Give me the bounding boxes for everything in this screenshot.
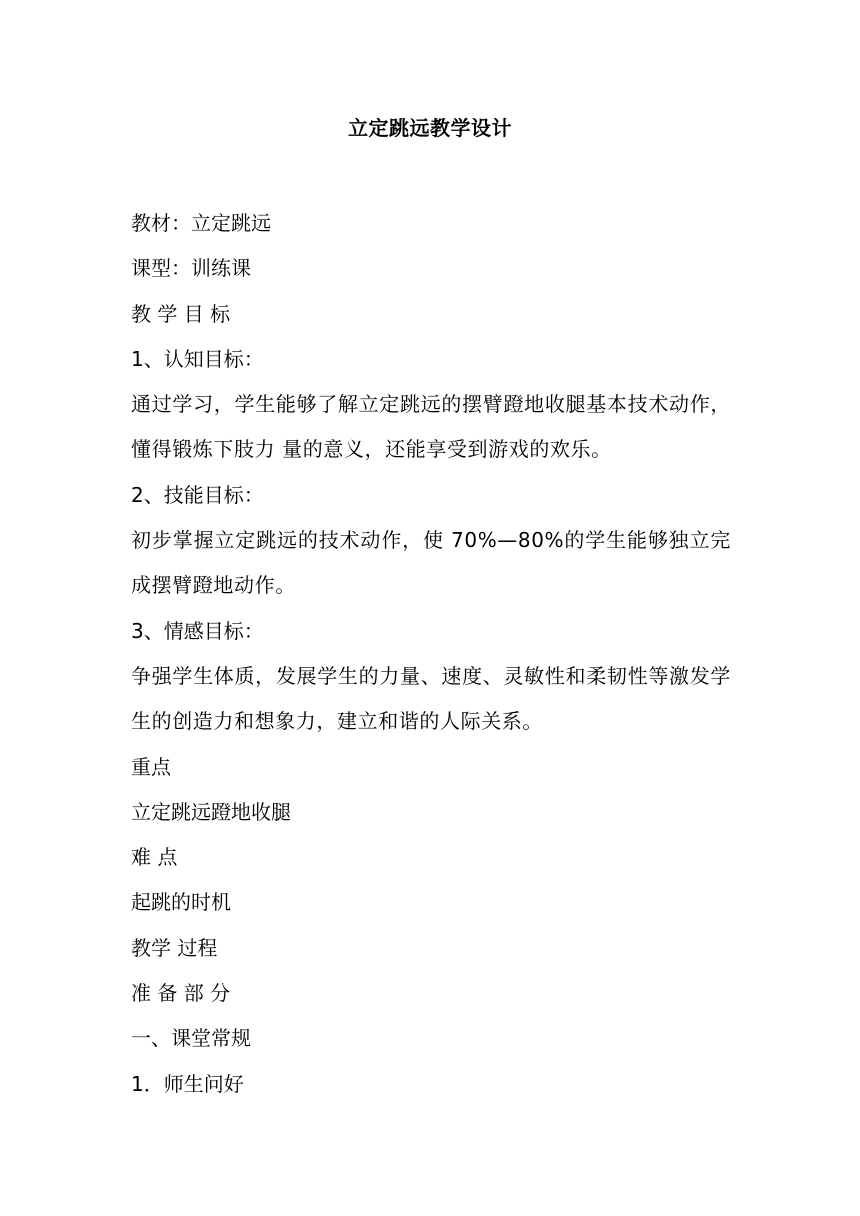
- skill-goal-heading: 2、技能目标：: [131, 482, 264, 507]
- difficulty-heading: 难 点: [131, 845, 178, 870]
- document-body: [131, 201, 731, 1107]
- difficulty-text: 起跳的时机: [131, 890, 231, 915]
- cognitive-goal-text: 通过学习，学生能够了解立定跳远的摆臂蹬地收腿基本技术动作，懂得锻炼下肢力 量的意义，还能享受到游戏的欢乐。: [131, 392, 731, 462]
- emotional-goal-heading: 3、情感目标：: [131, 618, 264, 643]
- material-line: 教材：立定跳远: [131, 211, 271, 235]
- skill-goal-text: 初步掌握立定跳远的技术动作，使 70%—80%的学生能够独立完成摆臂蹬地动作。: [131, 528, 731, 598]
- teaching-process-heading: 教学 过程: [131, 935, 218, 960]
- classroom-routine-heading: 一、课堂常规: [131, 1026, 251, 1051]
- teaching-goals-heading: 教 学 目 标: [131, 301, 231, 326]
- key-point-heading: 重点: [131, 754, 171, 779]
- document-title: 立定跳远教学设计: [348, 116, 512, 140]
- greeting-item: 1．师生问好: [131, 1071, 244, 1096]
- lesson-type-line: 课型：训练课: [131, 256, 251, 281]
- cognitive-goal-heading: 1、认知目标：: [131, 346, 264, 371]
- preparation-heading: 准 备 部 分: [131, 981, 231, 1006]
- emotional-goal-text: 争强学生体质，发展学生的力量、速度、灵敏性和柔韧性等激发学生的创造力和想象力，建立和谐的人际关系。: [131, 663, 731, 734]
- key-point-text: 立定跳远蹬地收腿: [131, 799, 291, 824]
